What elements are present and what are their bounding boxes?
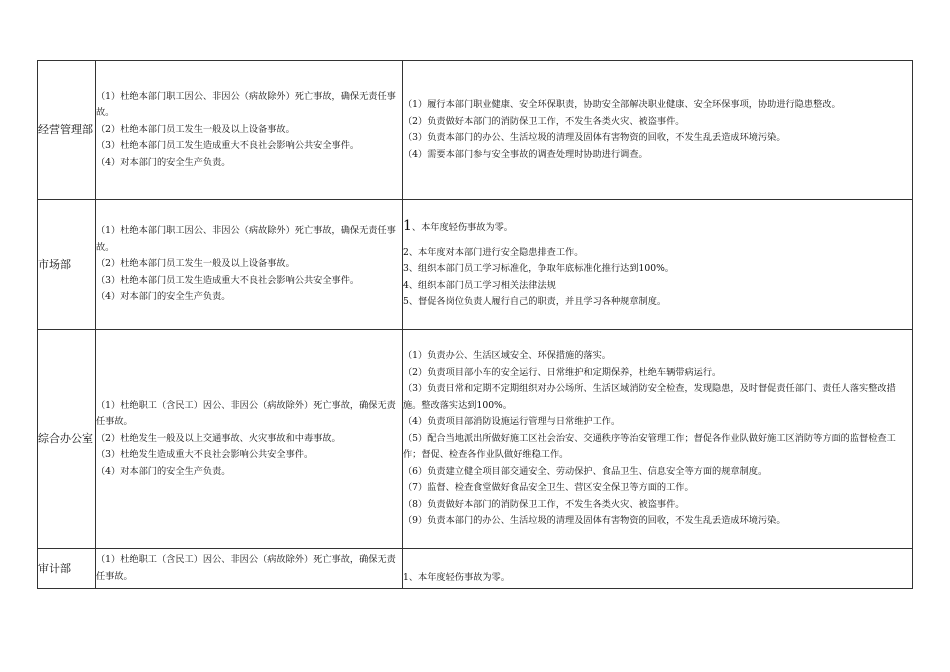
target-item: （1）杜绝职工（含民工）因公、非因公（病故除外）死亡事故，确保无责任事故。 [96, 554, 396, 582]
duty-item: （6）负责建立健全项目部交通安全、劳动保护、食品卫生、信息安全等方面的规章制度。 [403, 465, 768, 477]
duties-cell [403, 549, 913, 589]
dept-cell: 经营管理部 [38, 61, 96, 200]
duty-item: 1、本年度轻伤事故为零。 [403, 571, 510, 583]
target-item: （1）杜绝职工（含民工）因公、非因公（病故除外）死亡事故，确保无责任事故。 [96, 399, 396, 428]
table-row [38, 200, 913, 330]
duty-item: （2）负责项目部小车的安全运行、日常维护和定期保养，杜绝车辆带病运行。 [403, 366, 722, 378]
responsibility-table [37, 60, 913, 589]
duty-item: （5）配合当地派出所做好施工区社会治安、交通秩序等治安管理工作；督促各作业队做好施工区消防等方面的监督检查工作；督促、检查各作业队做好维稳工作。 [403, 432, 896, 461]
duty-item: （8）负责做好本部门的消防保卫工作，不发生各类火灾、被盗事件。 [403, 498, 685, 510]
duty-item: 5、督促各岗位负责人履行自己的职责，并且学习各种规章制度。 [403, 296, 667, 308]
targets-cell [96, 549, 403, 589]
table-row [38, 330, 913, 549]
targets-cell [96, 61, 403, 200]
duty-item: （4）需要本部门参与安全事故的调查处理时协助进行调查。 [403, 148, 648, 160]
duty-number: 1 [403, 218, 412, 235]
duty-item: 2、本年度对本部门进行安全隐患排查工作。 [403, 246, 584, 258]
targets-cell [96, 330, 403, 549]
target-item: （4）对本部门的安全生产负责。 [96, 465, 231, 477]
duty-item: 4、组织本部门员工学习相关法律法规 [403, 279, 556, 291]
targets-cell [96, 200, 403, 330]
target-item: （1）杜绝本部门职工因公、非因公（病故除外）死亡事故，确保无责任事故。 [96, 225, 396, 253]
duty-item: （3）负责本部门的办公、生活垃圾的清理及固体有害物资的回收，不发生乱丢造成环境污染。 [403, 132, 786, 143]
duty-item: （4）负责项目部消防设施运行管理与日常维护工作。 [403, 416, 621, 428]
target-item: （1）杜绝本部门职工因公、非因公（病故除外）死亡事故，确保无责任事故。 [96, 90, 396, 119]
duty-text: 、本年度轻伤事故为零。 [411, 222, 513, 234]
table-row [38, 61, 913, 200]
duty-item: 3、组织本部门员工学习标准化，争取年底标准化推行达到100%。 [403, 263, 674, 275]
target-item: （3）杜绝发生造成重大不良社会影响公共安全事件。 [96, 449, 314, 461]
target-item: （3）杜绝本部门员工发生造成重大不良社会影响公共安全事件。 [96, 140, 360, 152]
dept-cell: 审计部 [38, 549, 96, 589]
duty-item: （1）履行本部门职业健康、安全环保职责，协助安全部解决职业健康、安全环保事项，协助进行隐患整改。 [403, 99, 841, 110]
target-item: （3）杜绝本部门员工发生造成重大不良社会影响公共安全事件。 [96, 274, 360, 286]
duty-item: （9）负责本部门的办公、生活垃圾的清理及固体有害物资的回收，不发生乱丢造成环境污染。 [403, 515, 786, 527]
table-row [38, 549, 913, 589]
target-item: （4）对本部门的安全生产负责。 [96, 291, 231, 303]
target-item: （2）杜绝本部门员工发生一般及以上设备事故。 [96, 123, 295, 135]
duties-cell [403, 61, 913, 200]
duty-item: （7）监督、检查食堂做好食品安全卫生、营区安全保卫等方面的工作。 [403, 482, 694, 494]
duties-cell [403, 330, 913, 549]
dept-cell: 市场部 [38, 200, 96, 330]
target-item: （2）杜绝发生一般及以上交通事故、火灾事故和中毒事故。 [96, 432, 341, 444]
duty-item [403, 218, 912, 237]
dept-cell: 综合办公室 [38, 330, 96, 549]
duty-item: （3）负责日常和定期不定期组织对办公场所、生活区域消防安全检查，发现隐患，及时督促责任部门、责任人落实整改措施。整改落实达到100%。 [403, 383, 896, 411]
duty-item: （1）负责办公、生活区域安全、环保措施的落实。 [403, 350, 611, 362]
duties-cell [403, 200, 913, 330]
target-item: （2）杜绝本部门员工发生一般及以上设备事故。 [96, 258, 295, 270]
target-item: （4）对本部门的安全生产负责。 [96, 156, 231, 168]
duty-item: （2）负责做好本部门的消防保卫工作，不发生各类火灾、被盗事件。 [403, 115, 685, 127]
